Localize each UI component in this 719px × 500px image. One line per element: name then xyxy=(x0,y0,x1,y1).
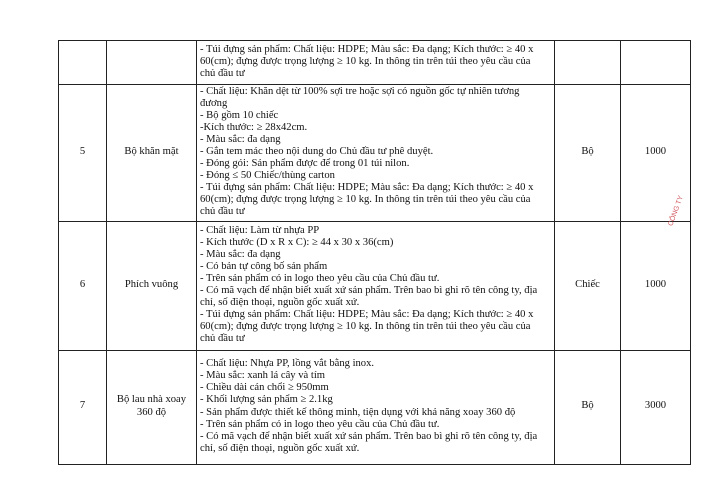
unit-cell: Bộ xyxy=(555,85,621,222)
specification-table xyxy=(58,40,691,465)
description-line: - Túi đựng sản phẩm: Chất liệu: HDPE; Màu sắc: Đa dạng; Kích thước: ≥ 40 x xyxy=(200,182,534,194)
quantity-cell xyxy=(621,41,691,85)
description-line: - Chất liệu: Nhựa PP, lồng vắt bằng inox. xyxy=(200,358,375,370)
row-number-cell: 5 xyxy=(59,85,107,222)
description-line: - Có mã vạch để nhận biết xuất xứ sản phẩm. Trên bao bì ghi rõ tên công ty, địa xyxy=(200,430,538,442)
description-line: - Trên sản phẩm có in logo theo yêu cầu của Chủ đầu tư. xyxy=(200,272,440,284)
description-line: - Bộ gồm 10 chiếc xyxy=(200,110,279,122)
description-line: - Chiều dài cán chổi ≥ 950mm xyxy=(200,382,329,394)
description-line: 60(cm); đựng được trọng lượng ≥ 10 kg. In thông tin trên túi theo yêu cầu của xyxy=(200,321,531,333)
description-line: chủ đầu tư xyxy=(200,68,245,80)
description-cell xyxy=(197,85,555,222)
description-cell xyxy=(197,221,555,350)
product-name-cell: Bộ lau nhà xoay 360 độ xyxy=(107,350,197,464)
description-line: - Đóng gói: Sản phẩm được để trong 01 túi nilon. xyxy=(200,158,410,170)
description-line: chủ đầu tư xyxy=(200,206,245,218)
quantity-cell: 1000 xyxy=(621,85,691,222)
description-line: - Có bản tự công bố sản phẩm xyxy=(200,260,328,272)
description-line: đương xyxy=(200,98,228,110)
row-number-cell: 7 xyxy=(59,350,107,464)
product-name-cell: Phích vuông xyxy=(107,221,197,350)
unit-cell xyxy=(555,41,621,85)
row-number-cell xyxy=(59,41,107,85)
description-line: - Gắn tem mác theo nội dung do Chủ đầu tư phê duyệt. xyxy=(200,146,434,158)
description-line: 60(cm); đựng được trọng lượng ≥ 10 kg. In thông tin trên túi theo yêu cầu của xyxy=(200,194,531,206)
description-line: - Khối lượng sản phẩm ≥ 2.1kg xyxy=(200,394,333,406)
table-row xyxy=(59,85,691,222)
description-cell xyxy=(197,350,555,464)
description-cell xyxy=(197,41,555,85)
description-line: chỉ, số điện thoại, nguồn gốc xuất xứ. xyxy=(200,442,360,454)
description-line: - Màu sắc: đa dạng xyxy=(200,134,281,146)
description-line: - Chất liệu: Khăn dệt từ 100% sợi tre hoặc sợi có nguồn gốc tự nhiên tương xyxy=(200,86,520,97)
company-stamp-fragment: CÔNG TY xyxy=(667,194,685,228)
description-line: - Túi đựng sản phẩm: Chất liệu: HDPE; Màu sắc: Đa dạng; Kích thước: ≥ 40 x xyxy=(200,309,534,321)
description-line: - Màu sắc: đa dạng xyxy=(200,248,281,260)
description-line: - Có mã vạch để nhận biết xuất xứ sản phẩm. Trên bao bì ghi rõ tên công ty, địa xyxy=(200,285,538,297)
product-name-cell: Bộ khăn mặt xyxy=(107,85,197,222)
description-line: chỉ, số điện thoại, nguồn gốc xuất xứ. xyxy=(200,297,360,309)
table-row xyxy=(59,41,691,85)
quantity-cell: 1000 xyxy=(621,221,691,350)
unit-cell: Bộ xyxy=(555,350,621,464)
product-name-cell xyxy=(107,41,197,85)
description-line: 60(cm); đựng được trọng lượng ≥ 10 kg. In thông tin trên túi theo yêu cầu của xyxy=(200,55,531,67)
description-line: - Trên sản phẩm có in logo theo yêu cầu của Chủ đầu tư. xyxy=(200,418,440,430)
description-line: chủ đầu tư xyxy=(200,333,245,345)
unit-cell: Chiếc xyxy=(555,221,621,350)
description-line: - Kích thước (D x R x C): ≥ 44 x 30 x 36(cm) xyxy=(200,236,394,248)
table-row xyxy=(59,221,691,350)
description-line: - Sản phẩm được thiết kế thông minh, tiện dụng với khả năng xoay 360 độ xyxy=(200,406,516,418)
description-line: - Đóng ≤ 50 Chiếc/thùng carton xyxy=(200,170,335,182)
row-number-cell: 6 xyxy=(59,221,107,350)
description-line: - Màu sắc: xanh lá cây và tím xyxy=(200,370,326,382)
description-line: - Chất liệu: Làm từ nhựa PP xyxy=(200,224,320,236)
description-line: - Túi đựng sản phẩm: Chất liệu: HDPE; Màu sắc: Đa dạng; Kích thước: ≥ 40 x xyxy=(200,43,534,55)
table-row xyxy=(59,350,691,464)
description-line: -Kích thước: ≥ 28x42cm. xyxy=(200,122,308,134)
quantity-cell: 3000 xyxy=(621,350,691,464)
